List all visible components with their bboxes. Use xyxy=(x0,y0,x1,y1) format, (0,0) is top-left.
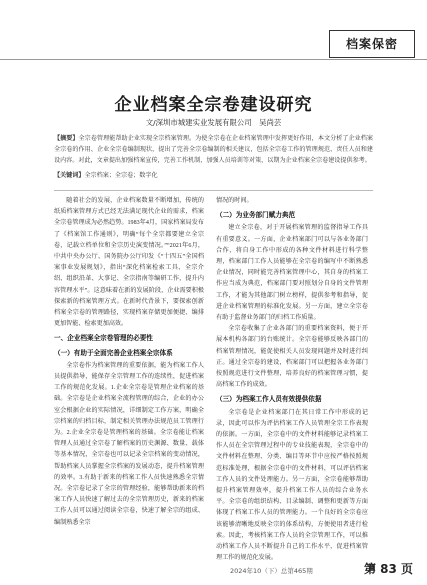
abstract-label: 【摘要】 xyxy=(54,135,79,142)
body-paragraph: 全宗卷作为档案管理的重要依据，能为档案工作人员提供指导，能保存全宗管理工作的连续性，促进档案工作的规范化发展。1.企业全宗卷是管理企业档案的基础。全宗卷是企业档案全流程管理的综合，企业的办公室会根据企业的实际情况，详细制定工作方案，明确全宗档案的归档目标，制定相关管理办法规范员工管理行为。2.企业全宗卷是管理档案的基础。全宗卷能让档案管理人员通过全宗卷了解档案的历史渊源、数量、载体等基本情况，全宗卷也可以记录全宗档案的变动情况，帮助档案人员掌握全宗档案的发展动态，提升档案管理的效率。3.有助于新来的档案工作人员快速熟悉全宗情况。全宗卷记录了全宗的管理经验，能够帮助新来的档案工作人员快速了解过去的全宗管理历史，新来的档案工作人员可以通过阅读全宗卷，快速了解全宗的组成、编制熟悉全宗 xyxy=(54,362,204,526)
issue-footer: 2024年10（下）总第465期 xyxy=(230,567,313,575)
body-paragraph: 情况的时间。 xyxy=(216,198,253,204)
section-tag-label: 档案保密 xyxy=(345,37,398,51)
header-rule xyxy=(0,59,427,60)
keywords-text: 全宗档案；全宗卷；数字化 xyxy=(84,172,158,179)
body-paragraph: 全宗卷是企业档案部门在其日常工作中形成的记录，因此可以作为评估档案工作人员管理全宗工作表现的依据。一方面，全宗卷中的文件材料能够记录档案工作人员在全宗管理过程中的专业技能表现，全宗卷中的文件材料在整理、分类、编目等环节中应按严格按照规范标准处理，根据全宗卷中的文件材料，可以评估档案工作人员的文件处理能力。另一方面，全宗卷能够帮助提升档案管理效率，提升档案工作人员的综合业务水平。全宗卷的组织结构、目录编制、调整和更新等方面体现了档案工作人员的管理能力。一个良好的全宗卷应该能够清晰地反映全宗的体系结构，方便使用者进行检索。因此，考核档案工作人员的全宗管理工作，可以推动档案工作人员不断提升自己的工作水平，促进档案管理工作的规范化发展。 xyxy=(216,409,368,562)
abstract-rule xyxy=(54,190,373,191)
subsection-heading: （一）有助于全面完善企业档案全宗体系 xyxy=(54,348,173,357)
subsection-heading: （二）为业务部门赋力典范 xyxy=(216,211,296,220)
body-paragraph: 全宗卷收集了企业各部门的重要档案资料，便于开展本机构各部门的台账统计。全宗卷能够反映各部门的档案管理情况，能促使相关人员发现问题并及时进行纠正。通过全宗卷的建设，档案部门可以把握各业务部门按照规范进行文件整理，培养良好的档案管理习惯，提高档案工作的成效。 xyxy=(216,326,368,389)
body-paragraph: 建立全宗卷，对于开展档案管理的监督指导工作具有重要意义。一方面，企业档案部门可以与各业务部门合作，将自身工作中形成的各种文件材料进行科学整理，档案部门工作人员能够在全宗卷的编写中不断熟悉企业情况，同时能完善档案管理中心，其自身的档案工作应当成为典范，档案部门要对照划分自身的文件管理工作，才能为其他部门树立榜样，提供参考和指导，促进企业档案管理的标准化发展。另一方面，建立全宗卷有助于监督业务部门的归档工作质量。 xyxy=(216,225,368,322)
article-title: 企业档案全宗卷建设研究 xyxy=(114,95,313,115)
keywords-line xyxy=(54,170,373,182)
abstract-text: 全宗卷管理能帮助企业实现全宗档案管理。为使全宗卷在企业档案管理中发挥更好作用，本文分析了企业档案全宗卷的作用、企业全宗卷编制现状，提出了完善全宗卷编制的相关建议，包括全宗卷工作的管理规范、责任人员和建设内容。对此，文章提出加强档案宣传，完善工作机制，加强人员培训等对策，以期为企业档案全宗卷建设提供参考。 xyxy=(54,136,374,165)
keywords-label: 【关键词】 xyxy=(54,171,85,179)
section-heading: 一、企业档案全宗卷管理的必要性 xyxy=(54,334,153,343)
body-column-right xyxy=(216,196,368,565)
author-line: 文/深圳市城建实业发展有限公司 吴尚芸 xyxy=(145,118,282,127)
subsection-heading: （三）为档案工作人员有效提供依据 xyxy=(216,395,322,404)
abstract-block xyxy=(54,133,373,182)
body-column-left xyxy=(54,196,204,529)
section-tag xyxy=(329,30,415,58)
page-number: 第 83 页 xyxy=(363,562,413,576)
body-paragraph: 随着社会的发展，企业档案数量不断增加，传统的纸质档案管理方式已经无法满足现代企业的需求，档案全宗卷管理成为必然趋势。1983年4月，国家档案局发布了《档案馆工作通则》，明确“每个全宗都要建立全宗卷，记载立档单位和全宗历史演变情况。”“2021年6月，中共中央办公厅、国务院办公厅印发《“十四五”全国档案事业发展规划》，指出“深化档案检索工具、全宗介绍、组织沿革、大事记、全宗指南等编研工作，提升内容管理水平”。这意味着在新的发展阶段，企业需要积极探索新的档案管理方式。在新时代背景下，要探索创新档案全宗卷的管理路径，实现档案存储更加便捷、编排更加智能、检索更加高效。 xyxy=(54,198,204,328)
